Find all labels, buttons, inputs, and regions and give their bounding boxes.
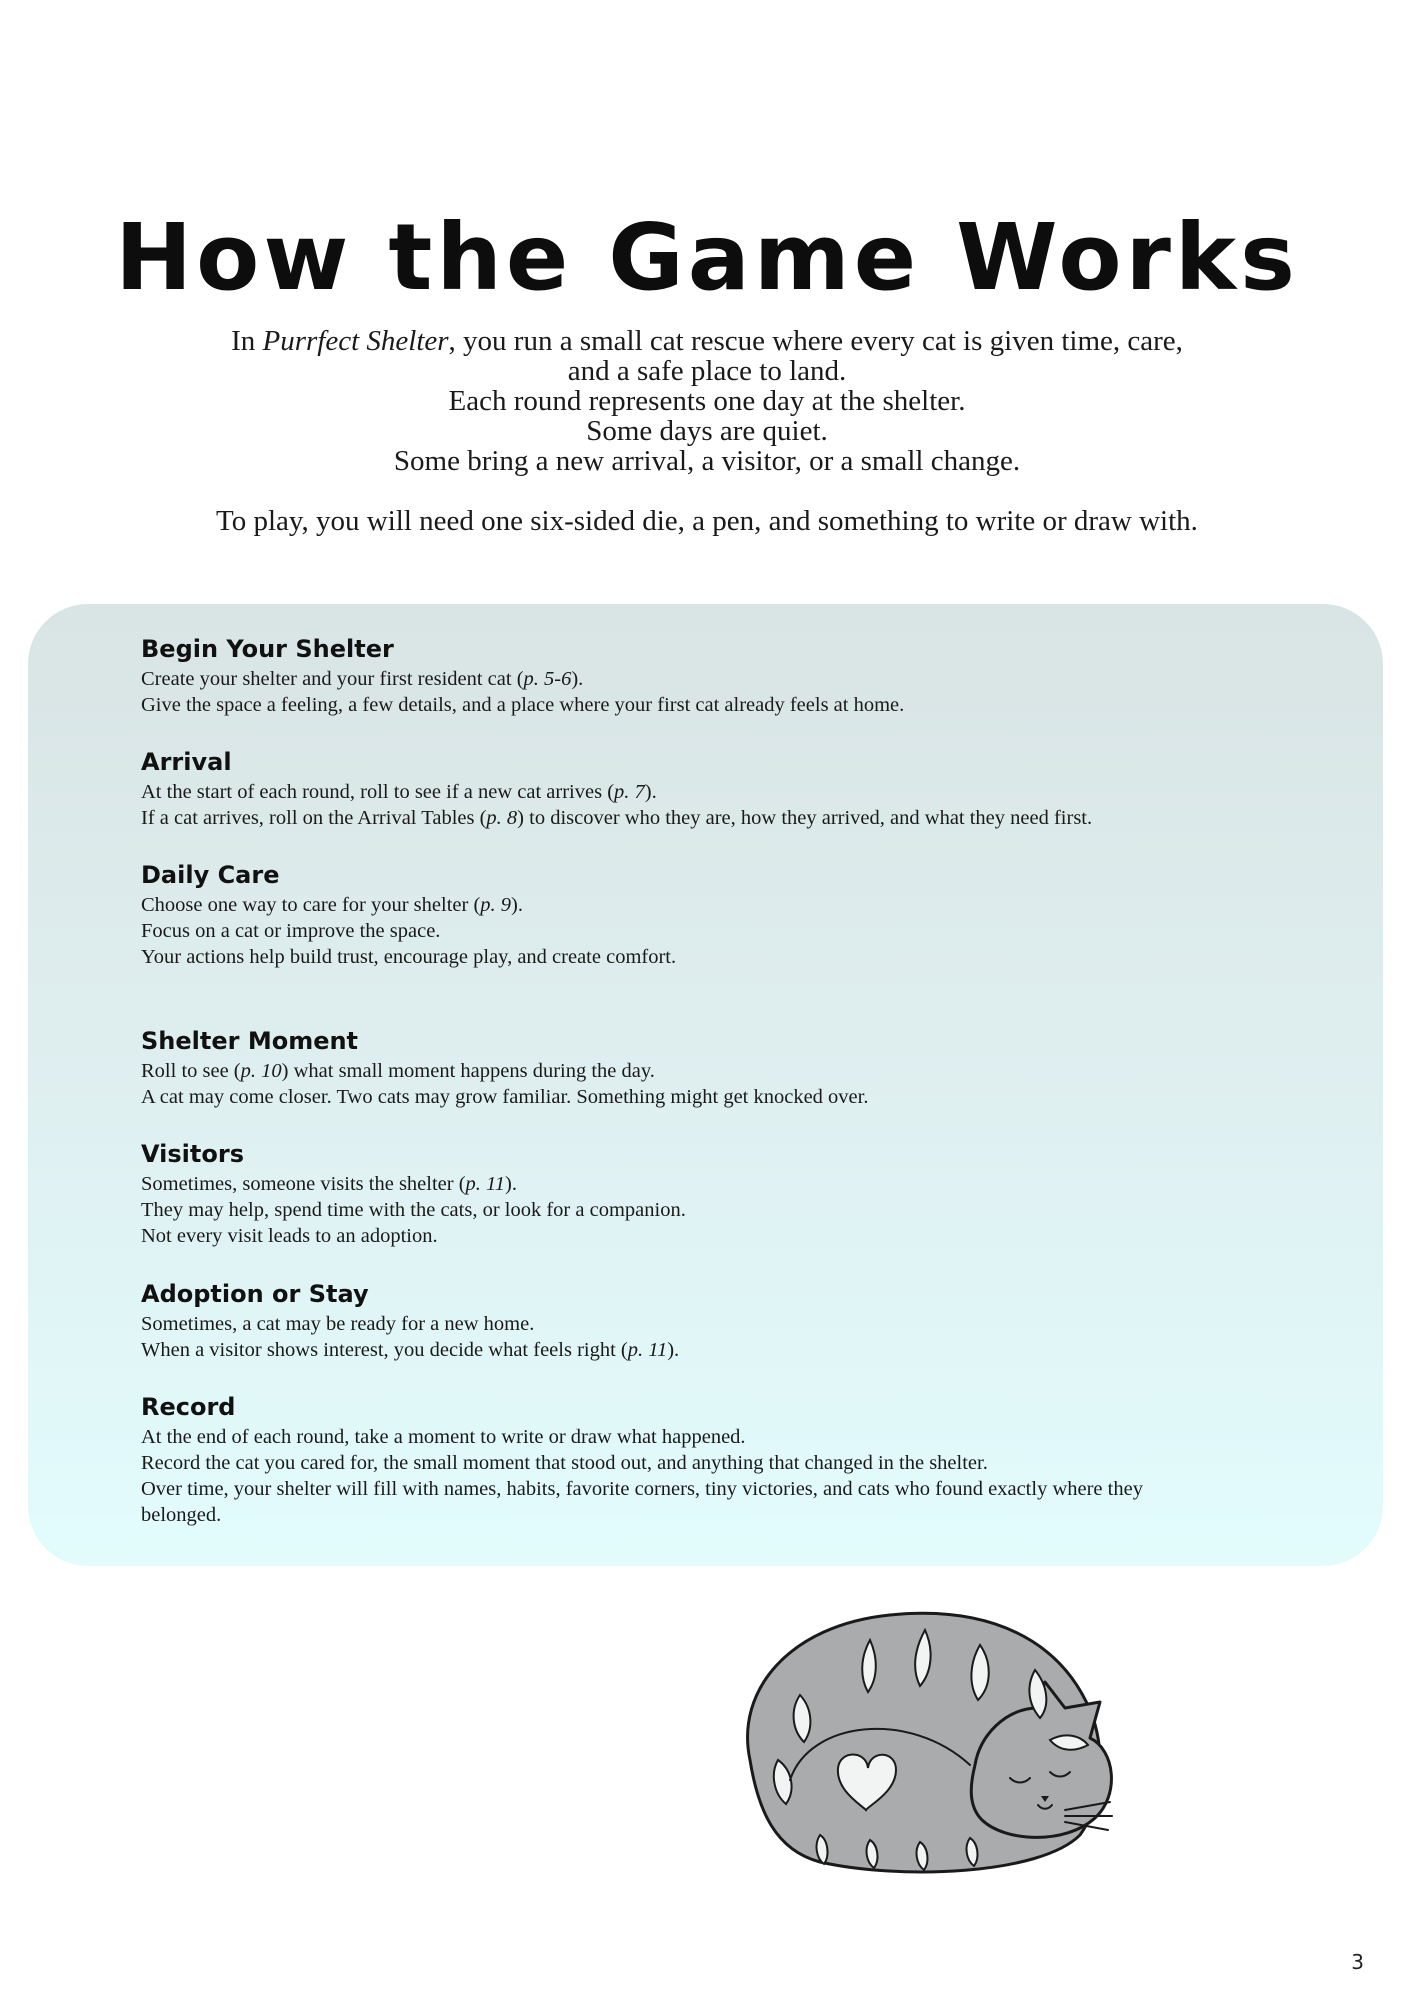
sleeping-cat-illustration <box>720 1600 1180 1880</box>
page-reference: p. 11 <box>465 1173 506 1195</box>
section-line: They may help, spend time with the cats, or look for a companion. <box>141 1199 686 1221</box>
section-heading: Arrival <box>141 748 232 776</box>
page-reference: p. 9 <box>480 894 512 916</box>
section-line: When a visitor shows interest, you decide what feels right (p. 11). <box>141 1339 680 1361</box>
page-reference: p. 10 <box>240 1060 282 1082</box>
section-line: If a cat arrives, roll on the Arrival Tables (p. 8) to discover who they are, how they arrived, and what they need first. <box>141 807 1093 829</box>
section-heading: Begin Your Shelter <box>141 635 394 663</box>
section-heading: Visitors <box>141 1140 244 1168</box>
section-heading: Shelter Moment <box>141 1027 359 1055</box>
section-record <box>141 1392 1271 1528</box>
section-heading: Record <box>141 1393 236 1421</box>
section-line: Create your shelter and your first resident cat (p. 5-6). <box>141 668 584 690</box>
section-line: A cat may come closer. Two cats may grow familiar. Something might get knocked over. <box>141 1086 869 1108</box>
section-begin-your-shelter <box>141 634 1271 718</box>
section-line: At the start of each round, roll to see if a new cat arrives (p. 7). <box>141 781 657 803</box>
supplies-text: To play, you will need one six-sided die, a pen, and something to write or draw with. <box>216 505 1198 537</box>
game-name: Purrfect Shelter <box>262 325 449 357</box>
section-line: Sometimes, a cat may be ready for a new home. <box>141 1313 535 1335</box>
page-reference: p. 7 <box>614 781 645 803</box>
section-heading: Daily Care <box>141 861 280 889</box>
section-line: Focus on a cat or improve the space. <box>141 920 441 942</box>
section-heading: Adoption or Stay <box>141 1280 369 1308</box>
page-title: How the Game Works <box>115 203 1299 311</box>
section-line: Choose one way to care for your shelter (p. 9). <box>141 894 523 916</box>
section-line: Your actions help build trust, encourage play, and create comfort. <box>141 946 677 968</box>
intro-paragraph <box>0 326 1414 476</box>
section-shelter-moment <box>141 1026 1271 1110</box>
page-number: 3 <box>1351 1950 1364 1974</box>
section-line: Not every visit leads to an adoption. <box>141 1225 438 1247</box>
section-arrival <box>141 747 1271 831</box>
section-adoption-or-stay <box>141 1279 1271 1363</box>
page-reference: p. 5-6 <box>523 668 572 690</box>
section-line: Record the cat you cared for, the small moment that stood out, and anything that changed in the shelter. <box>141 1452 988 1474</box>
section-daily-care <box>141 860 1271 970</box>
section-line: Roll to see (p. 10) what small moment happens during the day. <box>141 1060 655 1082</box>
page-reference: p. 11 <box>627 1339 668 1361</box>
section-visitors <box>141 1139 1271 1249</box>
intro-line-2: and a safe place to land. <box>567 355 847 387</box>
section-line: Give the space a feeling, a few details, and a place where your first cat already feels at home. <box>141 694 905 716</box>
intro-line-1: In Purrfect Shelter, you run a small cat rescue where every cat is given time, care, <box>231 325 1183 357</box>
section-line: Over time, your shelter will fill with names, habits, favorite corners, tiny victories, and cats who found exactly where they <box>141 1478 1143 1500</box>
page-reference: p. 8 <box>486 807 518 829</box>
section-line: Sometimes, someone visits the shelter (p. 11). <box>141 1173 517 1195</box>
section-line: belonged. <box>141 1504 222 1526</box>
intro-line-5: Some bring a new arrival, a visitor, or a small change. <box>393 445 1021 477</box>
intro-line-4: Some days are quiet. <box>586 415 828 447</box>
intro-line-3: Each round represents one day at the shelter. <box>448 385 966 417</box>
section-line: At the end of each round, take a moment to write or draw what happened. <box>141 1426 746 1448</box>
